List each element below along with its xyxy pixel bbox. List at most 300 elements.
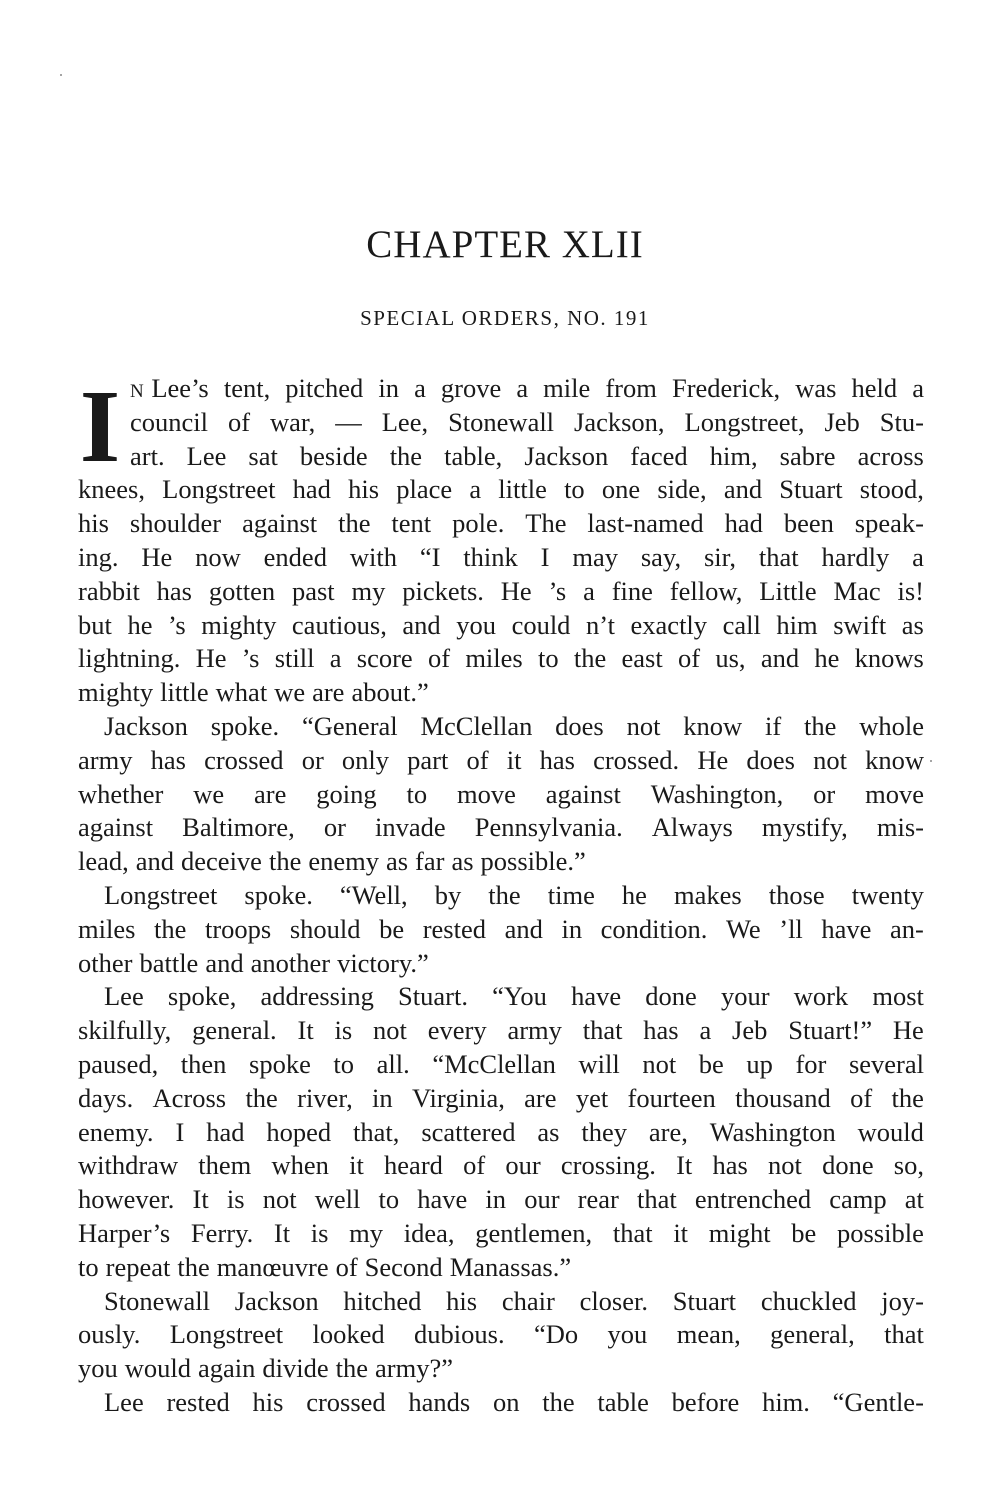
word: place: [396, 474, 453, 505]
word: thousand: [735, 1082, 831, 1113]
word: pitched: [285, 373, 364, 403]
word: and: [135, 846, 175, 877]
text-line: [78, 609, 924, 643]
word: on: [493, 1386, 520, 1417]
word: sat: [248, 440, 278, 471]
chapter-title: CHAPTER XLII: [366, 223, 644, 266]
word: pickets.: [402, 575, 484, 606]
word: heard: [384, 1150, 443, 1181]
word: and: [402, 609, 441, 640]
word: mighty: [78, 677, 154, 708]
word: to: [78, 1251, 99, 1282]
word: crossing.: [560, 1150, 656, 1181]
word: hoped: [266, 1116, 332, 1147]
word: move: [865, 778, 924, 809]
word: exactly: [630, 609, 708, 640]
word: It: [273, 1217, 291, 1248]
word: Second: [364, 1251, 443, 1282]
word: lightning.: [78, 643, 181, 674]
text-line: [78, 575, 924, 609]
word: a: [583, 575, 595, 606]
word: or: [323, 812, 346, 843]
word: gentlemen,: [475, 1217, 593, 1248]
word: done: [822, 1150, 874, 1181]
word: Lee,: [381, 406, 429, 437]
word: not: [373, 1015, 407, 1046]
word: crossed.: [593, 744, 680, 775]
word: he: [814, 643, 840, 674]
word: a: [414, 373, 426, 403]
word: stood,: [859, 474, 924, 505]
word: the: [338, 508, 371, 539]
word: ’s: [548, 575, 567, 606]
word: manœuvre: [216, 1251, 329, 1282]
text-line: [78, 980, 924, 1014]
word: going: [316, 778, 377, 809]
word: Baltimore,: [182, 812, 295, 843]
word: the: [488, 879, 521, 910]
word: enemy: [308, 846, 379, 877]
word: other: [78, 947, 133, 978]
word: most: [872, 981, 924, 1012]
word: —: [335, 406, 362, 437]
word: my: [351, 575, 386, 606]
word: before: [671, 1386, 740, 1417]
word: what: [215, 677, 268, 708]
word: N Lee’s: [130, 373, 209, 403]
text-line: [78, 879, 924, 913]
word: in: [485, 1184, 507, 1215]
text-line: [78, 676, 924, 710]
word: addressing: [260, 981, 374, 1012]
word: time: [547, 879, 595, 910]
word: his: [78, 508, 109, 539]
word: Stuart.: [398, 981, 468, 1012]
word: camp: [829, 1184, 887, 1215]
word: “Do: [533, 1319, 579, 1350]
word: the: [154, 913, 187, 944]
word: n’t: [586, 609, 615, 640]
word: to: [564, 474, 585, 505]
word: McClellan: [420, 710, 533, 741]
word: mean,: [676, 1319, 741, 1350]
word: deceive: [181, 846, 262, 877]
word: is: [226, 1184, 245, 1215]
word: shoulder: [129, 508, 222, 539]
word: faced: [630, 440, 688, 471]
word: rabbit: [78, 575, 140, 606]
word: of: [427, 643, 451, 674]
word: ended: [263, 541, 327, 572]
word: past: [291, 575, 335, 606]
word: or: [813, 778, 836, 809]
word: all.: [376, 1048, 410, 1079]
word: crossed: [204, 744, 284, 775]
word: now: [195, 541, 241, 572]
word: again: [198, 1353, 256, 1384]
word: work: [793, 981, 849, 1012]
word: an-: [890, 913, 924, 944]
text-line: [78, 913, 924, 947]
word: tent: [391, 508, 432, 539]
word: little: [498, 474, 547, 505]
word: makes: [673, 879, 742, 910]
word: general,: [770, 1319, 855, 1350]
word: swift: [833, 609, 887, 640]
word: He: [500, 575, 532, 606]
word: are,: [648, 1116, 688, 1147]
word: the: [573, 643, 607, 674]
word: He: [195, 643, 227, 674]
text-line: [78, 1352, 924, 1386]
word: looked: [312, 1319, 385, 1350]
page-speck: [60, 74, 62, 76]
word: by: [434, 879, 462, 910]
word: Lee: [104, 1386, 144, 1417]
word: had: [724, 508, 763, 539]
word: have: [571, 981, 622, 1012]
word: and: [723, 474, 763, 505]
body-text: [78, 369, 924, 1420]
word: would: [124, 1353, 191, 1384]
word: have: [821, 913, 872, 944]
word: Stuart!”: [788, 1015, 873, 1046]
word: of: [227, 406, 251, 437]
word: say,: [640, 541, 682, 572]
word: sabre: [779, 440, 836, 471]
word: ously.: [78, 1319, 141, 1350]
word: troops: [204, 913, 272, 944]
word: up: [746, 1048, 773, 1079]
word: mis-: [876, 812, 924, 843]
word: Washington,: [650, 778, 784, 809]
word: Washington: [709, 1116, 836, 1147]
word: rear: [577, 1184, 619, 1215]
word: it: [673, 1217, 689, 1248]
word: table,: [444, 440, 503, 471]
word: a: [469, 474, 482, 505]
word: spoke.: [210, 710, 280, 741]
word: east: [621, 643, 663, 674]
chapter-subtitle: SPECIAL ORDERS, NO. 191: [360, 306, 650, 330]
word: Jeb: [824, 406, 860, 437]
word: general.: [192, 1015, 277, 1046]
word: Stu-: [879, 406, 924, 437]
word: closer.: [579, 1285, 648, 1316]
word: know: [865, 744, 924, 775]
word: him,: [709, 440, 758, 471]
word: skilfully,: [78, 1015, 172, 1046]
word: speak-: [854, 508, 924, 539]
word: sir,: [703, 541, 737, 572]
word: Jackson: [524, 440, 609, 471]
word: from: [605, 373, 657, 403]
word: still: [274, 643, 315, 674]
word: to: [538, 643, 559, 674]
word: Virginia,: [411, 1082, 505, 1113]
word: should: [289, 913, 361, 944]
word: not: [262, 1184, 297, 1215]
word: not: [768, 1150, 802, 1181]
word: and: [205, 947, 244, 978]
word: ing.: [78, 541, 119, 572]
word: he: [127, 609, 153, 640]
word: cautious,: [291, 609, 387, 640]
word: be: [379, 913, 405, 944]
word: you: [78, 1353, 118, 1384]
word: “Well,: [339, 879, 408, 910]
word: pole.: [452, 508, 505, 539]
text-line: [78, 1149, 924, 1183]
word: of: [335, 1251, 358, 1282]
word: condition.: [600, 913, 708, 944]
word: possible: [836, 1217, 924, 1248]
word: against: [78, 812, 154, 843]
word: spoke.: [244, 879, 313, 910]
word: “Gentle-: [832, 1386, 924, 1417]
word: I: [175, 1116, 185, 1147]
word: a: [912, 541, 924, 572]
word: well: [314, 1184, 361, 1215]
text-line: [78, 1251, 924, 1285]
word: be: [791, 1217, 817, 1248]
word: his: [252, 1386, 284, 1417]
word: you: [456, 609, 496, 640]
word: in: [561, 913, 583, 944]
word: last-named: [587, 508, 704, 539]
word: call: [722, 609, 761, 640]
word: when: [271, 1150, 329, 1181]
text-line: [78, 507, 924, 541]
word: but: [78, 609, 112, 640]
word: whether: [78, 778, 164, 809]
word: council: [130, 406, 208, 437]
word: be: [698, 1048, 724, 1079]
text-line: [78, 473, 924, 507]
word: does: [746, 744, 795, 775]
word: Mac: [833, 575, 881, 606]
word: invade: [375, 812, 446, 843]
word: yet: [575, 1082, 609, 1113]
drop-cap-continuation: N: [130, 381, 145, 402]
word: in: [378, 373, 399, 403]
word: Jackson,: [574, 406, 665, 437]
word: to: [378, 1184, 400, 1215]
word: score: [356, 643, 413, 674]
word: Frederick,: [671, 373, 781, 403]
text-line: [78, 372, 924, 406]
word: we: [274, 677, 306, 708]
word: repeat: [105, 1251, 171, 1282]
text-line: [78, 1082, 924, 1116]
word: It: [297, 1015, 314, 1046]
word: Across: [152, 1082, 227, 1113]
word: grove: [440, 373, 502, 403]
word: He: [892, 1015, 924, 1046]
text-line: [78, 744, 924, 778]
word: those: [768, 879, 825, 910]
word: has: [150, 744, 186, 775]
word: side,: [657, 474, 707, 505]
word: army: [78, 744, 133, 775]
word: it: [349, 1150, 364, 1181]
word: him.: [762, 1386, 810, 1417]
word: of: [466, 744, 489, 775]
text-line: [78, 1217, 924, 1251]
word: the: [177, 1251, 210, 1282]
word: may: [572, 541, 618, 572]
word: to: [333, 1048, 355, 1079]
word: Little: [759, 575, 817, 606]
word: paused,: [78, 1048, 159, 1079]
text-line: [78, 1318, 924, 1352]
page-speck: [930, 760, 932, 762]
word: done: [645, 981, 697, 1012]
word: not: [813, 744, 847, 775]
word: Harper’s: [78, 1217, 171, 1248]
word: victory.”: [337, 947, 429, 978]
word: held: [851, 373, 898, 403]
word: the: [891, 1082, 924, 1113]
word: of: [463, 1150, 486, 1181]
word: are: [312, 677, 345, 708]
word: mile: [543, 373, 591, 403]
word: the: [389, 440, 423, 471]
word: whole: [859, 710, 924, 741]
word: his: [446, 1285, 478, 1316]
word: Stonewall: [448, 406, 555, 437]
word: has: [643, 1015, 679, 1046]
word: would: [857, 1116, 924, 1147]
word: our: [524, 1184, 560, 1215]
word: another: [250, 947, 331, 978]
word: that,: [353, 1116, 400, 1147]
word: far: [415, 846, 445, 877]
word: are: [524, 1082, 557, 1113]
word: “I: [419, 541, 441, 572]
word: to: [406, 778, 428, 809]
word: a: [699, 1015, 712, 1046]
word: against: [545, 778, 621, 809]
word: for: [795, 1048, 827, 1079]
word: will: [578, 1048, 620, 1079]
word: that: [582, 1015, 623, 1046]
word: Stuart: [672, 1285, 737, 1316]
word: Manassas.”: [449, 1251, 572, 1282]
word: a: [912, 373, 924, 403]
word: in: [372, 1082, 393, 1113]
word: rested: [166, 1386, 230, 1417]
word: “General: [302, 710, 398, 741]
text-line: [78, 778, 924, 812]
text-line: [78, 710, 924, 744]
word: and: [504, 913, 543, 944]
word: knows: [854, 643, 924, 674]
word: has: [539, 744, 575, 775]
word: spoke: [249, 1048, 311, 1079]
word: Always: [651, 812, 733, 843]
word: about.”: [351, 677, 429, 708]
word: might: [708, 1217, 771, 1248]
word: river,: [297, 1082, 353, 1113]
word: hardly: [821, 541, 890, 572]
word: hands: [408, 1386, 471, 1417]
word: them: [198, 1150, 252, 1181]
word: joy-: [881, 1285, 924, 1316]
word: mighty: [201, 609, 277, 640]
word: across: [857, 440, 924, 471]
word: your: [720, 981, 770, 1012]
text-line: [78, 1285, 924, 1319]
word: army: [507, 1015, 562, 1046]
word: we: [193, 778, 225, 809]
word: crossed: [306, 1386, 386, 1417]
word: had: [292, 474, 331, 505]
word: fellow,: [669, 575, 743, 606]
word: is: [310, 1217, 329, 1248]
word: Jackson: [104, 710, 188, 741]
word: idea,: [403, 1217, 455, 1248]
word: knees,: [78, 474, 145, 505]
word: hitched: [343, 1285, 422, 1316]
word: then: [180, 1048, 227, 1079]
word: It: [192, 1184, 209, 1215]
word: art.: [130, 440, 165, 471]
word: a: [516, 373, 529, 403]
word: Lee: [186, 440, 227, 471]
text-line: [78, 811, 924, 845]
word: is: [334, 1015, 353, 1046]
word: so,: [893, 1150, 924, 1181]
word: been: [783, 508, 834, 539]
word: Pennsylvania.: [474, 812, 623, 843]
word: little: [160, 677, 209, 708]
word: fourteen: [627, 1082, 716, 1113]
text-line: [78, 1116, 924, 1150]
word: He: [697, 744, 729, 775]
word: the: [542, 1386, 575, 1417]
word: rested: [422, 913, 486, 944]
word: however.: [78, 1184, 175, 1215]
text-line: [78, 406, 924, 440]
word: Stonewall: [104, 1285, 210, 1316]
word: our: [505, 1150, 541, 1181]
word: ’s: [241, 643, 260, 674]
word: that: [758, 541, 799, 572]
word: table: [597, 1386, 649, 1417]
word: war,: [270, 406, 316, 437]
drop-cap: I: [79, 369, 121, 484]
word: withdraw: [78, 1150, 179, 1181]
word: several: [848, 1048, 924, 1079]
word: dubious.: [414, 1319, 505, 1350]
word: the: [245, 1082, 278, 1113]
word: us,: [715, 643, 746, 674]
word: tent,: [223, 373, 271, 403]
word: every: [427, 1015, 487, 1046]
word: Longstreet: [169, 1319, 284, 1350]
word: Stuart: [779, 474, 843, 505]
text-line: [78, 947, 924, 981]
word: part: [407, 744, 449, 775]
word: not: [626, 710, 661, 741]
word: chuckled: [760, 1285, 857, 1316]
word: not: [642, 1048, 677, 1079]
word: the: [335, 1353, 369, 1384]
word: only: [341, 744, 390, 775]
text-line: [78, 440, 924, 474]
word: and: [760, 643, 800, 674]
